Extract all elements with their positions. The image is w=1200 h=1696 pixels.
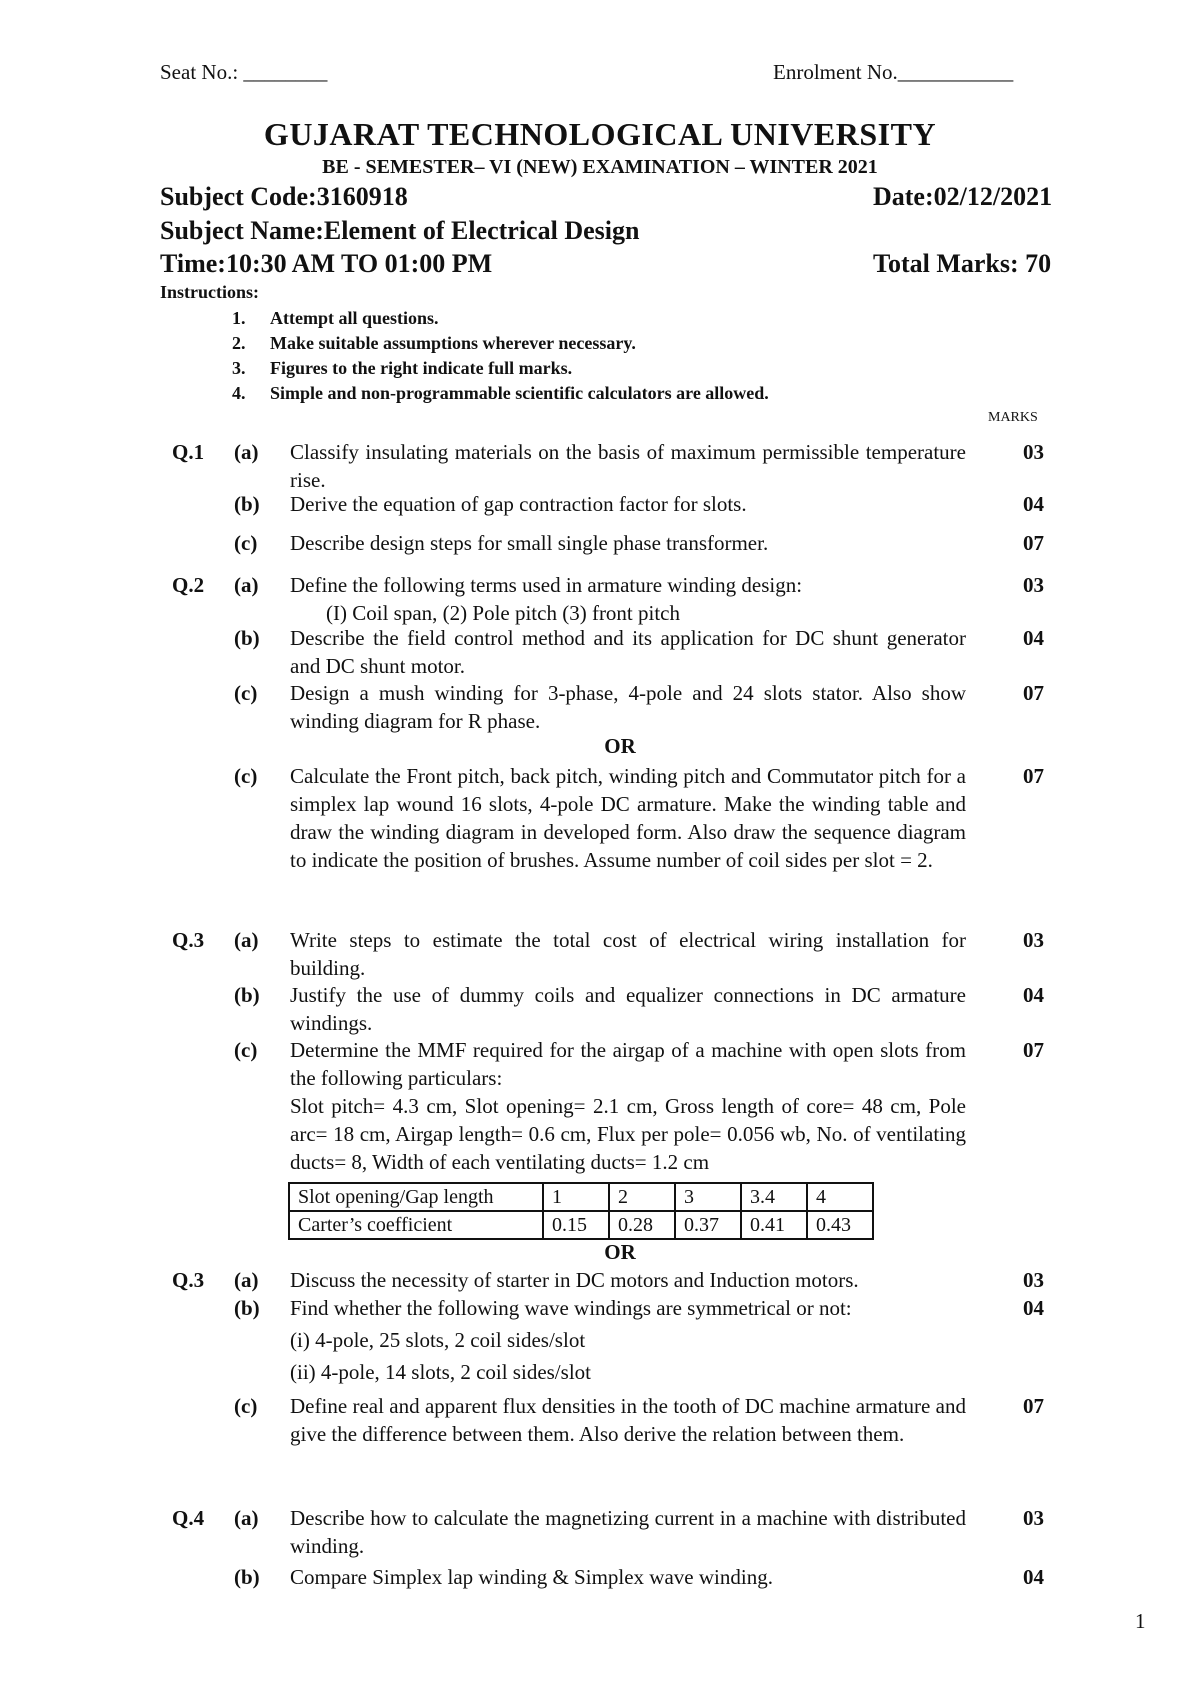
question-text: Classify insulating materials on the basis of maximum permissible temperature rise. bbox=[290, 440, 966, 492]
sub-label: (c) bbox=[234, 681, 258, 705]
question-text: Write steps to estimate the total cost of electrical wiring installation for building. bbox=[290, 928, 966, 980]
carter-coefficient-table bbox=[288, 1182, 874, 1240]
question-number: Q.4 bbox=[172, 1506, 205, 1530]
sub-label: (a) bbox=[234, 1268, 259, 1292]
seat-number-field: Seat No.: ________ bbox=[160, 60, 328, 84]
marks-value: 04 bbox=[1023, 492, 1044, 516]
question-text: Design a mush winding for 3-phase, 4-pole and 24 slots stator. Also show winding diagram for R phase. bbox=[290, 681, 966, 733]
question-text: Derive the equation of gap contraction factor for slots. bbox=[290, 492, 747, 516]
question-number: Q.1 bbox=[172, 440, 205, 464]
table-cell: 1 bbox=[543, 1183, 609, 1211]
question-subtext: (I) Coil span, (2) Pole pitch (3) front pitch bbox=[326, 601, 681, 625]
question-text: Describe the field control method and its application for DC shunt generator and DC shunt motor. bbox=[290, 626, 966, 678]
instruction-item: 4. Simple and non-programmable scientific calculators are allowed. bbox=[232, 383, 769, 403]
table-cell: 4 bbox=[807, 1183, 873, 1211]
sub-label: (a) bbox=[234, 928, 259, 952]
table-cell: 2 bbox=[609, 1183, 675, 1211]
question-text: Describe how to calculate the magnetizing current in a machine with distributed winding. bbox=[290, 1506, 966, 1558]
table-cell: Slot opening/Gap length bbox=[289, 1183, 543, 1211]
question-text: Justify the use of dummy coils and equalizer connections in DC armature windings. bbox=[290, 983, 966, 1035]
subject-name: Subject Name:Element of Electrical Design bbox=[160, 216, 640, 245]
instruction-item: 1. Attempt all questions. bbox=[232, 308, 439, 328]
marks-value: 07 bbox=[1023, 1394, 1044, 1418]
marks-value: 04 bbox=[1023, 626, 1044, 650]
enrolment-number-field: Enrolment No.___________ bbox=[773, 60, 1014, 84]
sub-label: (b) bbox=[234, 1296, 260, 1320]
marks-value: 04 bbox=[1023, 983, 1044, 1007]
table-cell: 3.4 bbox=[741, 1183, 807, 1211]
exam-title: BE - SEMESTER– VI (NEW) EXAMINATION – WINTER 2021 bbox=[322, 156, 878, 178]
marks-column-heading: MARKS bbox=[988, 410, 1038, 425]
marks-value: 07 bbox=[1023, 531, 1044, 555]
page-number: 1 bbox=[1135, 1609, 1146, 1633]
question-number: Q.2 bbox=[172, 573, 205, 597]
question-number: Q.3 bbox=[172, 928, 205, 952]
question-text: Find whether the following wave windings are symmetrical or not: bbox=[290, 1296, 852, 1320]
university-title: GUJARAT TECHNOLOGICAL UNIVERSITY bbox=[263, 116, 937, 152]
table-cell: 0.15 bbox=[543, 1211, 609, 1239]
sub-label: (c) bbox=[234, 764, 258, 788]
sub-label: (b) bbox=[234, 1565, 260, 1589]
question-text: Calculate the Front pitch, back pitch, winding pitch and Commutator pitch for a simplex lap wound 16 slots, 4-pole DC armature. Make the winding table and draw the winding diagram in developed form. Also draw the sequence diagram to indicate the position of brushes. Assume number of coil sides per slot = 2. bbox=[290, 764, 966, 872]
question-text: Discuss the necessity of starter in DC motors and Induction motors. bbox=[290, 1268, 859, 1292]
marks-value: 07 bbox=[1023, 681, 1044, 705]
marks-value: 03 bbox=[1023, 928, 1044, 952]
sub-label: (a) bbox=[234, 1506, 259, 1530]
marks-value: 07 bbox=[1023, 764, 1044, 788]
question-text: Describe design steps for small single phase transformer. bbox=[290, 531, 769, 555]
table-row bbox=[289, 1211, 873, 1239]
exam-date: Date:02/12/2021 bbox=[873, 182, 1053, 211]
question-subtext: (i) 4-pole, 25 slots, 2 coil sides/slot bbox=[290, 1328, 586, 1352]
question-text: Define the following terms used in armature winding design: bbox=[290, 573, 803, 597]
question-text: Define real and apparent flux densities in the tooth of DC machine armature and give the difference between them. Also derive the relation between them. bbox=[290, 1394, 966, 1446]
marks-value: 04 bbox=[1023, 1296, 1044, 1320]
instruction-item: 3. Figures to the right indicate full marks. bbox=[232, 358, 573, 378]
table-cell: 0.28 bbox=[609, 1211, 675, 1239]
marks-value: 03 bbox=[1023, 1268, 1044, 1292]
exam-time: Time:10:30 AM TO 01:00 PM bbox=[160, 249, 493, 278]
marks-value: 03 bbox=[1023, 573, 1044, 597]
sub-label: (c) bbox=[234, 1394, 258, 1418]
or-separator: OR bbox=[604, 1240, 636, 1264]
or-separator: OR bbox=[604, 734, 636, 758]
sub-label: (c) bbox=[234, 1038, 258, 1062]
sub-label: (b) bbox=[234, 983, 260, 1007]
question-number: Q.3 bbox=[172, 1268, 205, 1292]
table-cell: Carter’s coefficient bbox=[289, 1211, 543, 1239]
table-cell: 3 bbox=[675, 1183, 741, 1211]
question-text: Compare Simplex lap winding & Simplex wave winding. bbox=[290, 1565, 773, 1589]
table-cell: 0.37 bbox=[675, 1211, 741, 1239]
sub-label: (b) bbox=[234, 626, 260, 650]
marks-value: 04 bbox=[1023, 1565, 1044, 1589]
table-cell: 0.43 bbox=[807, 1211, 873, 1239]
table-cell: 0.41 bbox=[741, 1211, 807, 1239]
marks-value: 03 bbox=[1023, 1506, 1044, 1530]
marks-value: 03 bbox=[1023, 440, 1044, 464]
table-row bbox=[289, 1183, 873, 1211]
instruction-item: 2. Make suitable assumptions wherever necessary. bbox=[232, 333, 636, 353]
sub-label: (c) bbox=[234, 531, 258, 555]
marks-value: 07 bbox=[1023, 1038, 1044, 1062]
sub-label: (a) bbox=[234, 573, 259, 597]
question-subtext: (ii) 4-pole, 14 slots, 2 coil sides/slot bbox=[290, 1360, 591, 1384]
instructions-heading: Instructions: bbox=[160, 282, 260, 302]
sub-label: (a) bbox=[234, 440, 259, 464]
question-text: Determine the MMF required for the airgap of a machine with open slots from the following particulars: bbox=[290, 1038, 966, 1090]
question-particulars: Slot pitch= 4.3 cm, Slot opening= 2.1 cm, Gross length of core= 48 cm, Pole arc= 18 cm, Airgap length= 0.6 cm, Flux per pole= 0.056 wb, No. of ventilating ducts= 8, Width of each ventilating ducts= 1.2 cm bbox=[290, 1094, 966, 1174]
sub-label: (b) bbox=[234, 492, 260, 516]
subject-code: Subject Code:3160918 bbox=[160, 182, 408, 211]
total-marks: Total Marks: 70 bbox=[873, 249, 1052, 278]
